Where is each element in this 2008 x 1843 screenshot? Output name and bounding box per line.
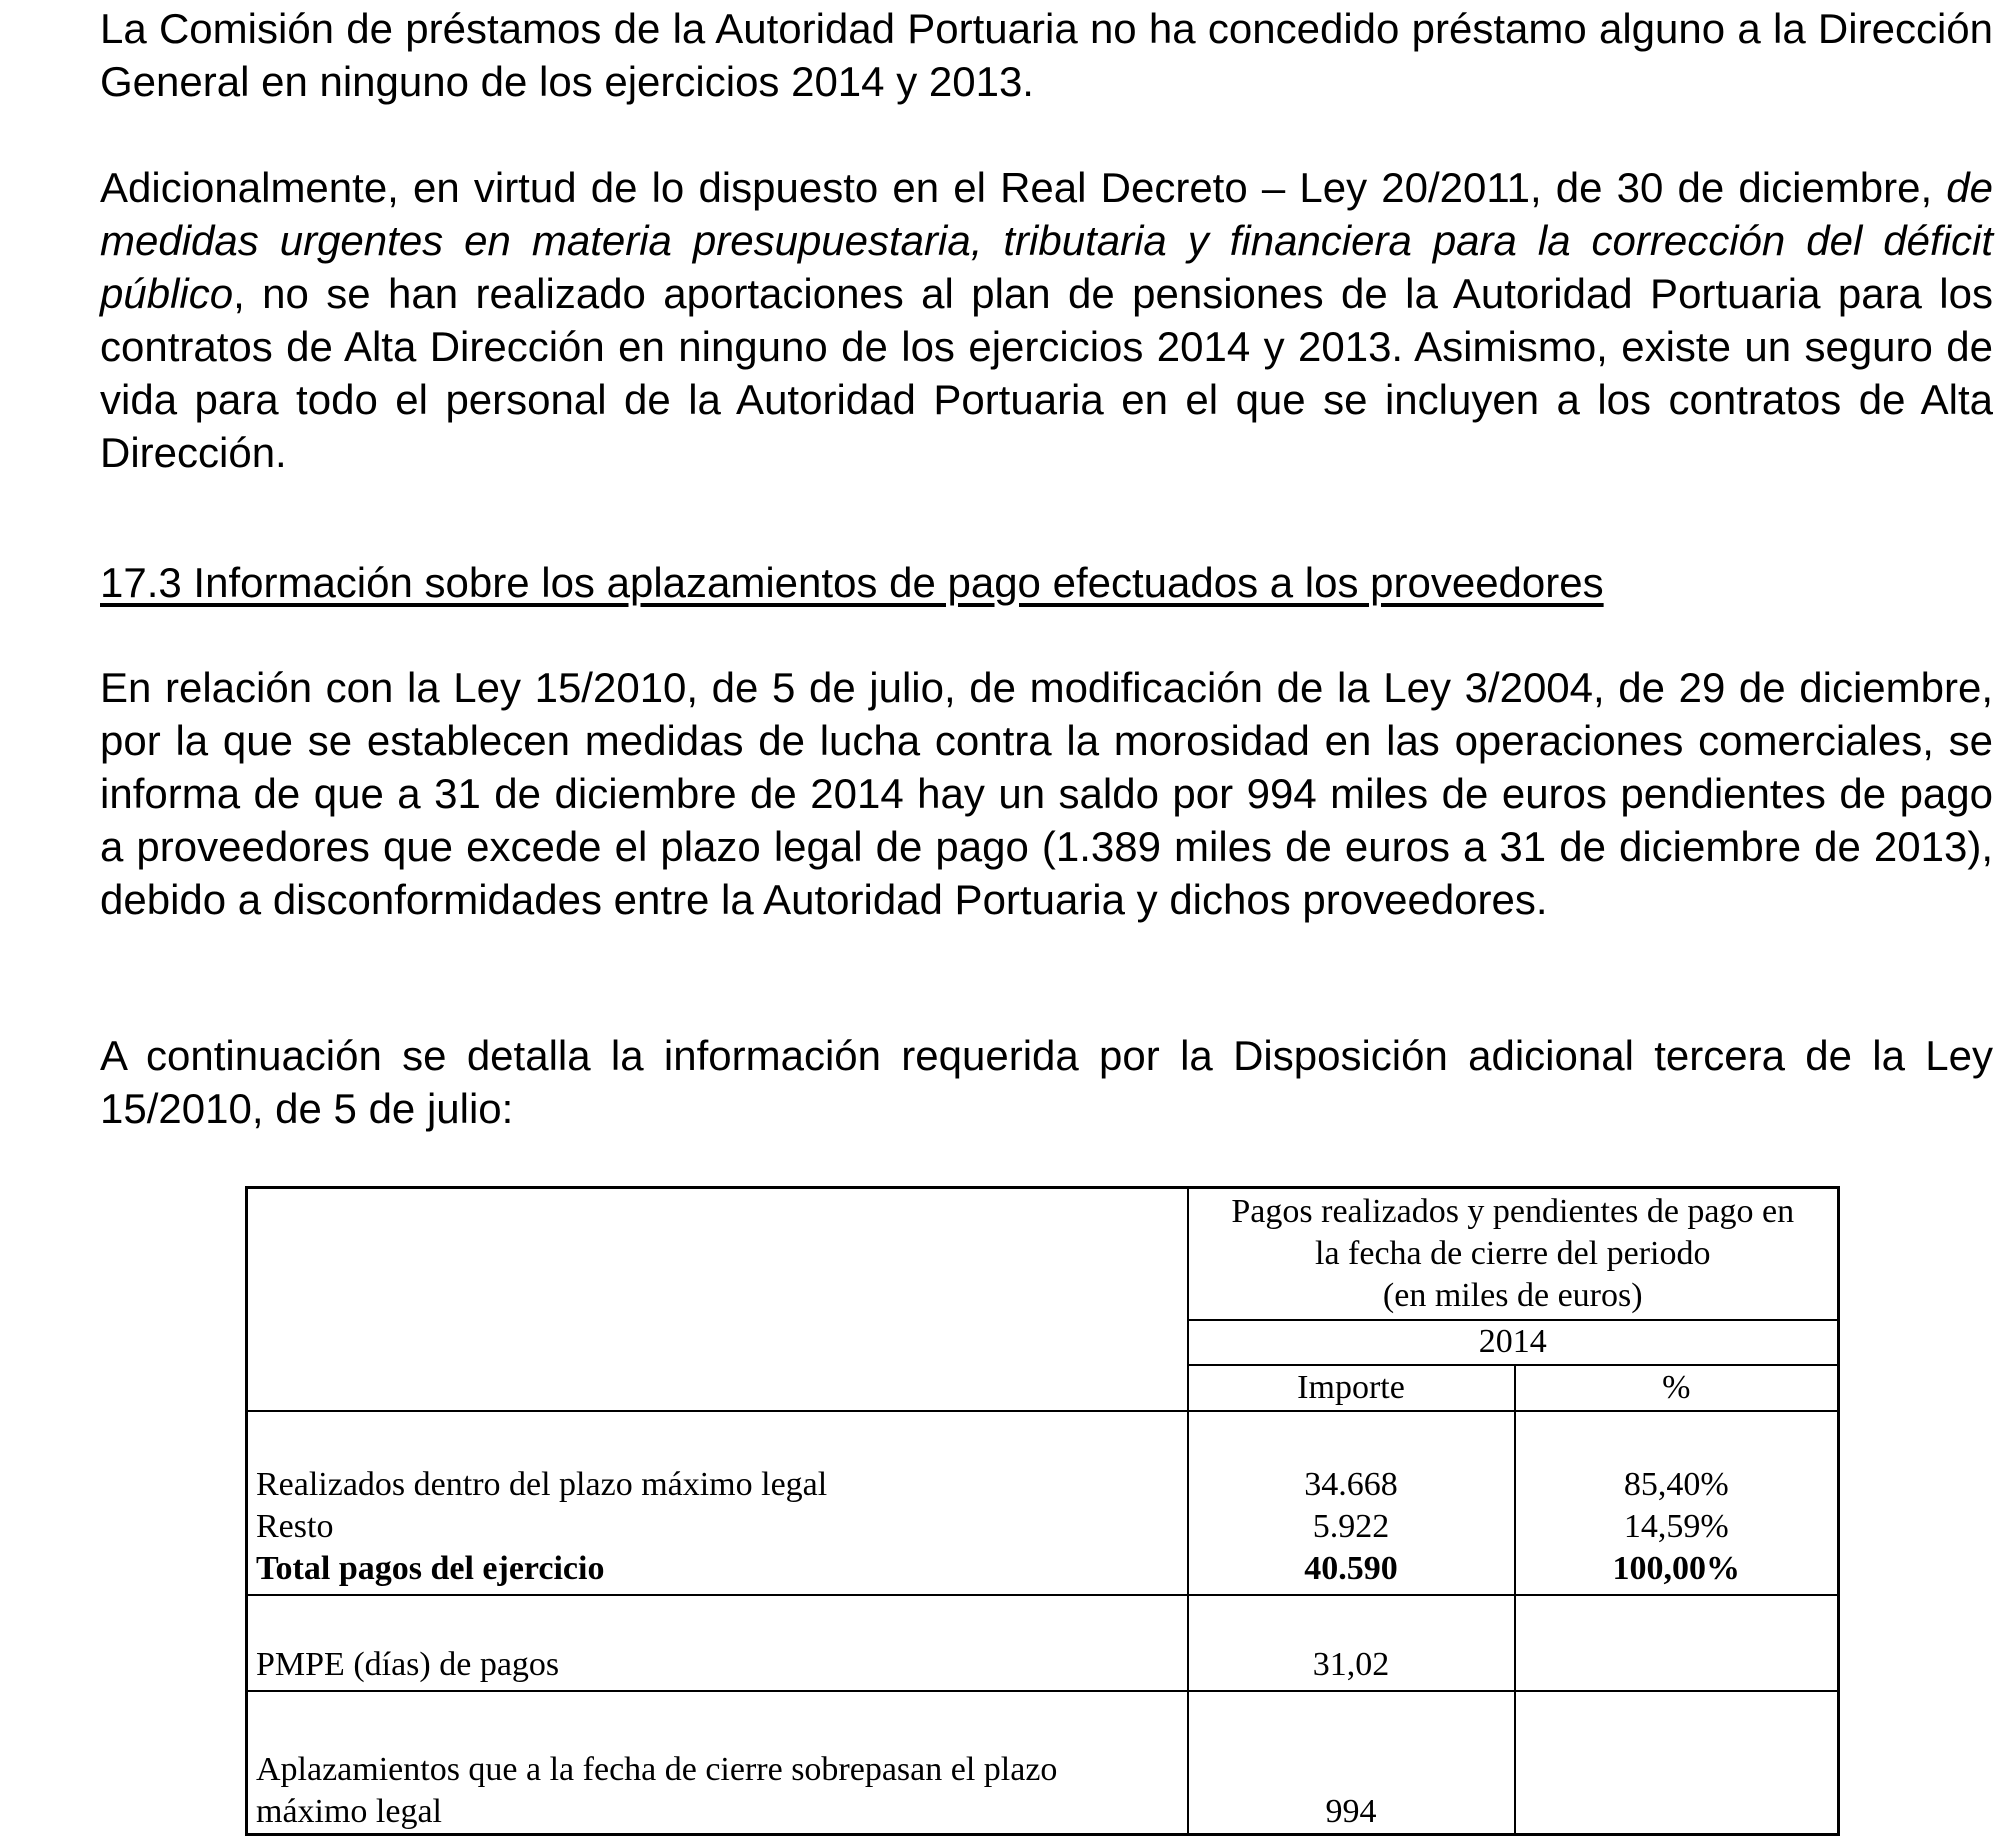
- row-importe-within-term: 34.668: [1304, 1465, 1398, 1503]
- row-value-aplaz: 994: [1188, 1691, 1515, 1835]
- paragraph-law-15-2010: En relación con la Ley 15/2010, de 5 de julio, de modificación de la Ley 3/2004, de 29 de diciembre, por la que se establecen medidas de lucha contra la morosidad en las operaciones comerciales, se informa de que a 31 de diciembre de 2014 hay un saldo por 994 miles de euros pendientes de pago a proveedores que excede el plazo legal de pago (1.389 miles de euros a 31 de diciembre de 2013), debido a disconformidades entre la Autoridad Portuaria y dichos proveedores.: [100, 664, 1993, 923]
- table-col-percent: %: [1515, 1365, 1839, 1411]
- row-label-aplaz-line1: Aplazamientos que a la fecha de cierre sobrepasan el plazo: [256, 1751, 1058, 1788]
- row-importe-total: 40.590: [1304, 1549, 1398, 1587]
- table-row: [247, 1691, 1839, 1835]
- table-header-year: 2014: [1188, 1320, 1839, 1365]
- table-col-importe: Importe: [1188, 1365, 1515, 1411]
- row-label-aplaz-line2: máximo legal: [256, 1793, 443, 1830]
- row-pct-rest: 14,59%: [1623, 1507, 1729, 1545]
- paragraph-pensions: [100, 161, 1993, 479]
- paragraph-pensions-italic: de medidas urgentes en materia presupuestaria, tributaria y financiera para la corrección del déficit público: [100, 164, 1993, 317]
- row-pct-within-term: 85,40%: [1623, 1465, 1729, 1503]
- row-label-within-term: Realizados dentro del plazo máximo legal: [256, 1465, 828, 1503]
- row-label-rest: Resto: [256, 1507, 334, 1545]
- paragraph-pensions-start: Adicionalmente, en virtud de lo dispuesto en el Real Decreto – Ley 20/2011, de 30 de diciembre,: [100, 164, 1947, 211]
- table-header-line1: Pagos realizados y pendientes de pago en: [1231, 1192, 1795, 1230]
- row-importe-rest: 5.922: [1312, 1507, 1390, 1545]
- row-pct-total: 100,00%: [1612, 1549, 1740, 1587]
- row-label-total: Total pagos del ejercicio: [256, 1549, 605, 1587]
- table-empty-corner: [247, 1188, 1188, 1411]
- row-value-pmpe: 31,02: [1188, 1595, 1515, 1691]
- row-empty-pmpe: [1515, 1595, 1839, 1691]
- row-label-pmpe: PMPE (días) de pagos: [247, 1595, 1188, 1691]
- table-row: [247, 1411, 1839, 1595]
- table-row: [247, 1595, 1839, 1691]
- section-heading: 17.3 Información sobre los aplazamientos de pago efectuados a los proveedores: [100, 559, 1604, 606]
- paragraph-detail-intro: A continuación se detalla la información requerida por la Disposición adicional tercera de la Ley 15/2010, de 5 de julio:: [100, 1032, 1993, 1132]
- paragraph-loans: La Comisión de préstamos de la Autoridad Portuaria no ha concedido préstamo alguno a la Dirección General en ninguno de los ejercicios 2014 y 2013.: [100, 5, 1993, 105]
- table-header-line3: (en miles de euros): [1382, 1276, 1643, 1314]
- table-header-title: [1188, 1188, 1839, 1320]
- paragraph-pensions-end: , no se han realizado aportaciones al plan de pensiones de la Autoridad Portuaria para los contratos de Alta Dirección en ninguno de los ejercicios 2014 y 2013. Asimismo, existe un seguro de vida para todo el personal de la Autoridad Portuaria en el que se incluyen a los contratos de Alta Dirección.: [100, 270, 1993, 476]
- payments-table: [245, 1186, 1840, 1836]
- row-empty-aplaz: [1515, 1691, 1839, 1835]
- table-header-line2: la fecha de cierre del periodo: [1315, 1234, 1711, 1272]
